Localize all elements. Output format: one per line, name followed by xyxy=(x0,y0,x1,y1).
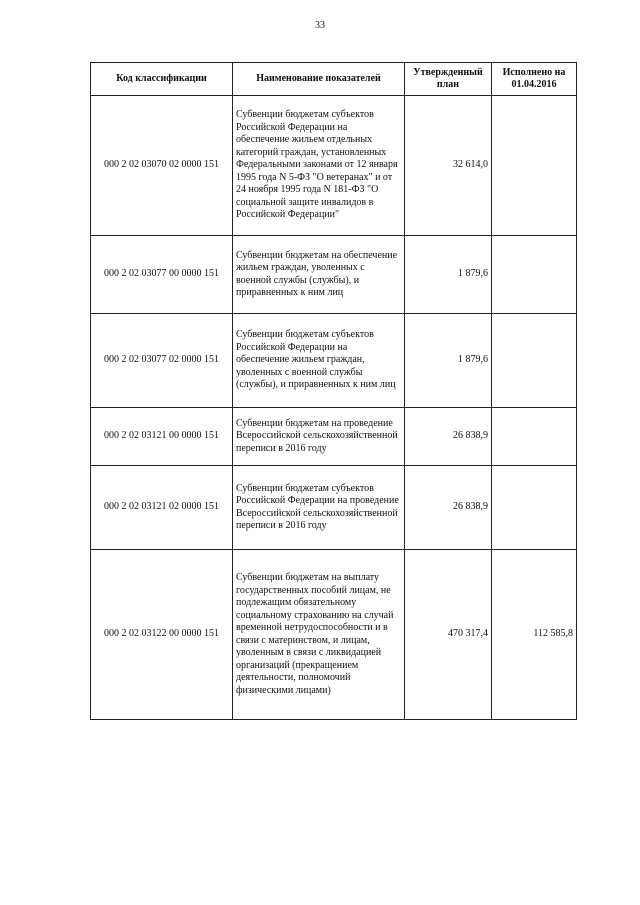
table-row xyxy=(91,236,577,314)
page-number: 33 xyxy=(315,20,325,31)
table-row xyxy=(91,314,577,408)
row-code: 000 2 02 03077 00 0000 151 xyxy=(91,236,233,314)
row-name: Субвенции бюджетам на проведение Всероссийской сельскохозяйственной переписи в 2016 году xyxy=(233,408,405,466)
header-plan: Утвержденный план xyxy=(405,63,492,96)
row-done xyxy=(492,314,577,408)
row-name: Субвенции бюджетам на выплату государственных пособий лицам, не подлежащим обязательному социальному страхованию на случай временной нетрудоспособности и в связи с материнством, и лицам, уволенным в связи с ликвидацией организаций (прекращением деятельности, полномочий физическими лицами) xyxy=(233,550,405,720)
table-row xyxy=(91,96,577,236)
row-code: 000 2 02 03121 00 0000 151 xyxy=(91,408,233,466)
row-plan: 1 879,6 xyxy=(405,236,492,314)
row-done xyxy=(492,236,577,314)
row-done: 112 585,8 xyxy=(492,550,577,720)
row-name: Субвенции бюджетам на обеспечение жильем граждан, уволенных с военной службы (службы), и приравненных к ним лиц xyxy=(233,236,405,314)
row-name: Субвенции бюджетам субъектов Российской Федерации на обеспечение жильем граждан, уволенных с военной службы (службы), и приравненных к ним лиц xyxy=(233,314,405,408)
row-code: 000 2 02 03121 02 0000 151 xyxy=(91,466,233,550)
header-code: Код классификации xyxy=(91,63,233,96)
row-plan: 26 838,9 xyxy=(405,466,492,550)
row-code: 000 2 02 03122 00 0000 151 xyxy=(91,550,233,720)
header-name: Наименование показателей xyxy=(233,63,405,96)
row-code: 000 2 02 03070 02 0000 151 xyxy=(91,96,233,236)
row-done xyxy=(492,96,577,236)
row-name: Субвенции бюджетам субъектов Российской Федерации на обеспечение жильем отдельных категорий граждан, установленных Федеральными законами от 12 января 1995 года N 5-ФЗ "О ветеранах" и от 24 ноября 1995 года N 181-ФЗ "О социальной защите инвалидов в Российской Федерации" xyxy=(233,96,405,236)
budget-table xyxy=(90,62,577,720)
table-row xyxy=(91,466,577,550)
row-done xyxy=(492,408,577,466)
header-done: Исполнено на 01.04.2016 xyxy=(492,63,577,96)
row-plan: 1 879,6 xyxy=(405,314,492,408)
row-name: Субвенции бюджетам субъектов Российской Федерации на проведение Всероссийской сельскохозяйственной переписи в 2016 году xyxy=(233,466,405,550)
row-done xyxy=(492,466,577,550)
table-row xyxy=(91,408,577,466)
row-code: 000 2 02 03077 02 0000 151 xyxy=(91,314,233,408)
row-plan: 470 317,4 xyxy=(405,550,492,720)
row-plan: 26 838,9 xyxy=(405,408,492,466)
row-plan: 32 614,0 xyxy=(405,96,492,236)
table-header-row xyxy=(91,63,577,96)
table-row xyxy=(91,550,577,720)
